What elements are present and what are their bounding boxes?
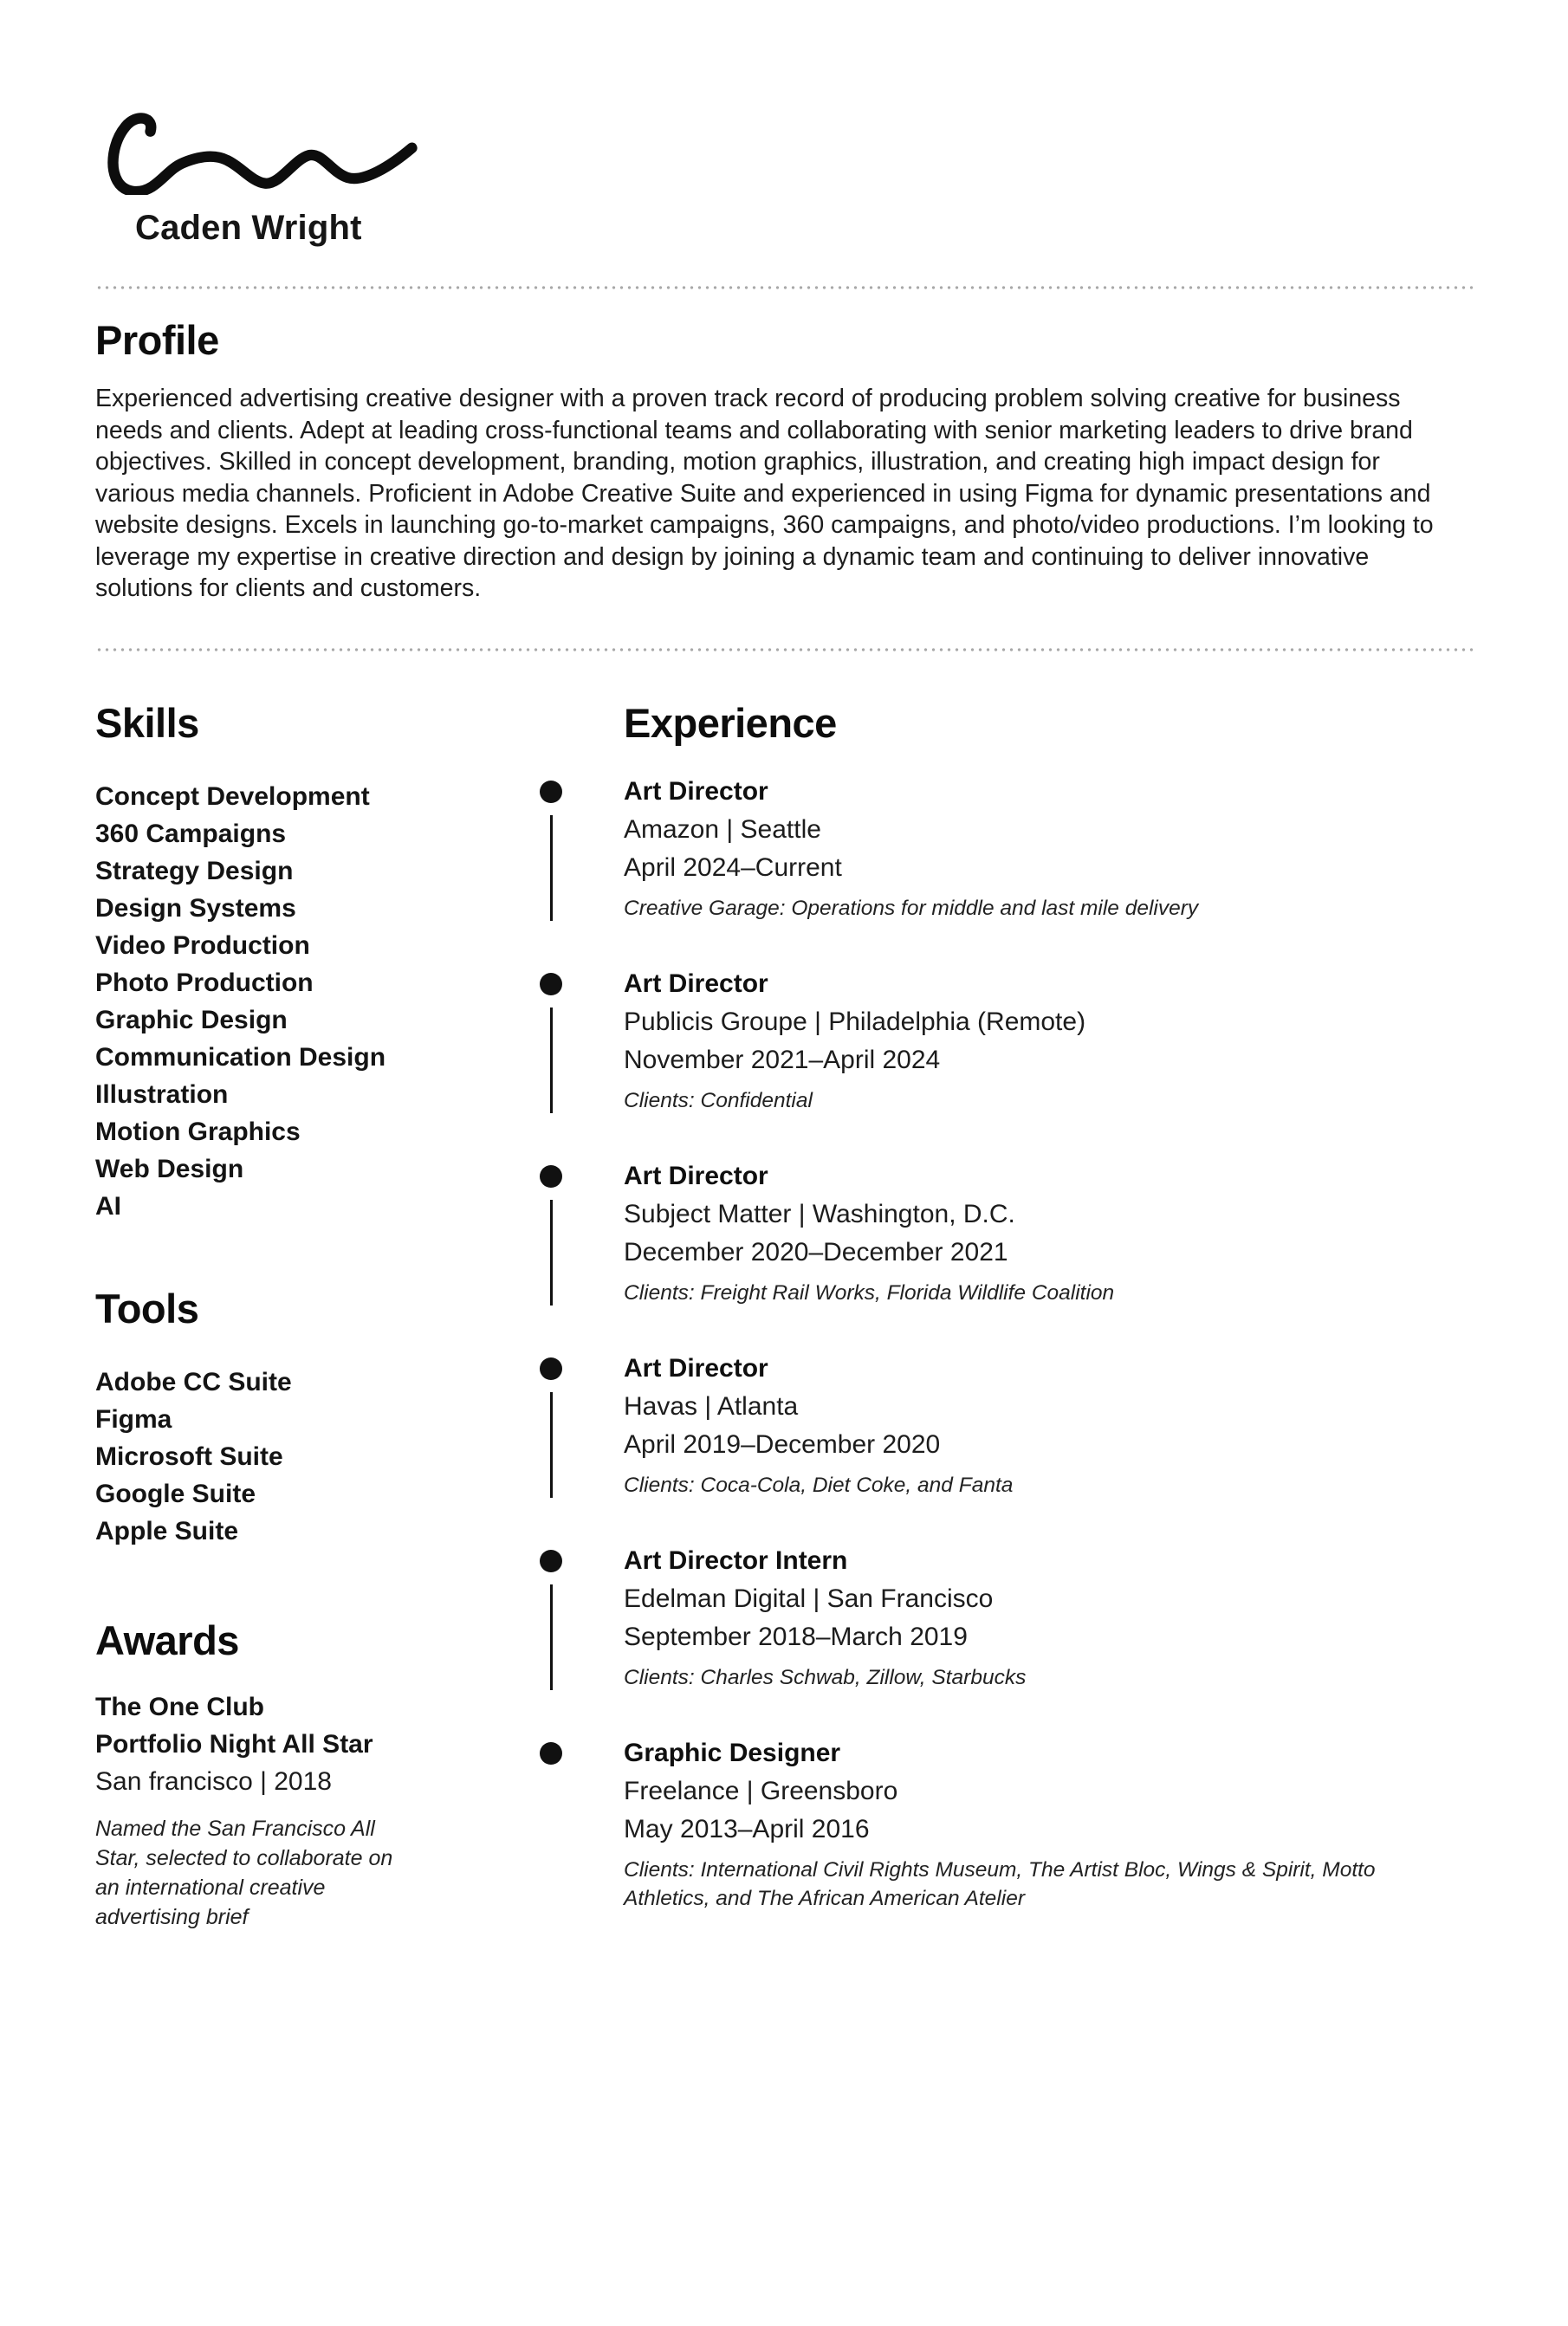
profile-text: Experienced advertising creative designer with a proven track record of producing problem solving creative for business needs and clients. Adept at leading cross-functional teams and collaborating with senior marketing leaders to drive brand objectives. Skilled in concept development, branding, motion graphics, illustration, and creating high impact design for various media channels. Proficient in Adobe Creative Suite and experienced in using Figma for dynamic presentations and website designs. Excels in launching go-to-market campaigns, 360 campaigns, and photo/video productions. I’m looking to leverage my expertise in creative direction and design by joining a dynamic team and continuing to deliver innovative solutions for clients and customers. (95, 385, 1434, 603)
award-entry (95, 1688, 520, 1932)
experience-entry (520, 1542, 1474, 1734)
experience-column (520, 700, 1474, 1932)
experience-timeline (520, 773, 1474, 1913)
job-dates: September 2018–March 2019 (624, 1622, 968, 1651)
profile-section (95, 317, 1474, 605)
timeline-dot-icon (540, 1742, 562, 1765)
job-dates: November 2021–April 2024 (624, 1045, 941, 1074)
dotted-divider-bottom (95, 648, 1474, 651)
skills-section (95, 700, 520, 1225)
experience-entry (520, 1350, 1474, 1542)
skill-item: 360 Campaigns (95, 819, 287, 848)
skill-item: Photo Production (95, 968, 314, 997)
experience-entry (520, 773, 1474, 965)
job-clients-note: Clients: International Civil Rights Museum, The Artist Bloc, Wings & Spirit, Motto Athletics, and The African American Atelier (624, 1857, 1376, 1910)
experience-entry (520, 1734, 1474, 1913)
job-dates: April 2019–December 2020 (624, 1429, 941, 1459)
job-company: Amazon | Seattle (624, 814, 821, 844)
job-title: Art Director (624, 1161, 768, 1190)
job-company: Subject Matter | Washington, D.C. (624, 1199, 1015, 1228)
timeline-gutter (520, 1157, 624, 1307)
skill-item: Graphic Design (95, 1005, 288, 1034)
timeline-gutter (520, 773, 624, 923)
skill-item: Communication Design (95, 1042, 386, 1072)
timeline-dot-icon (540, 973, 562, 995)
tools-heading: Tools (95, 1285, 199, 1331)
job-clients-note: Clients: Coca-Cola, Diet Coke, and Fanta (624, 1473, 1014, 1497)
timeline-dot-icon (540, 781, 562, 803)
job-clients-note: Clients: Confidential (624, 1088, 813, 1112)
timeline-line (550, 1200, 553, 1306)
profile-heading: Profile (95, 317, 219, 363)
experience-entry-body (624, 1542, 1474, 1692)
award-title-line: The One Club (95, 1692, 264, 1721)
tool-item: Adobe CC Suite (95, 1367, 292, 1396)
experience-entry-body (624, 1734, 1474, 1913)
job-company: Havas | Atlanta (624, 1391, 799, 1421)
timeline-line (550, 815, 553, 921)
experience-entry-body (624, 773, 1474, 923)
job-clients-note: Clients: Charles Schwab, Zillow, Starbucks (624, 1665, 1027, 1689)
job-company: Publicis Groupe | Philadelphia (Remote) (624, 1007, 1086, 1036)
job-clients-note: Clients: Freight Rail Works, Florida Wildlife Coalition (624, 1280, 1115, 1305)
experience-entry-body (624, 1157, 1474, 1307)
award-title-line: Portfolio Night All Star (95, 1729, 373, 1759)
skill-item: Concept Development (95, 781, 370, 811)
tool-item: Apple Suite (95, 1516, 239, 1545)
experience-entry (520, 965, 1474, 1157)
timeline-gutter (520, 1350, 624, 1500)
timeline-dot-icon (540, 1550, 562, 1572)
skill-item: Design Systems (95, 893, 296, 923)
job-dates: December 2020–December 2021 (624, 1237, 1008, 1267)
timeline-gutter (520, 1542, 624, 1692)
job-dates: May 2013–April 2016 (624, 1814, 870, 1843)
cw-signature-icon (95, 108, 433, 195)
experience-entry-body (624, 1350, 1474, 1500)
timeline-line (550, 1584, 553, 1690)
experience-entry (520, 1157, 1474, 1350)
experience-heading: Experience (624, 699, 837, 746)
timeline-dot-icon (540, 1357, 562, 1380)
job-title: Art Director (624, 1353, 768, 1383)
resume-page (0, 108, 1568, 1932)
job-dates: April 2024–Current (624, 852, 842, 882)
job-title: Art Director (624, 776, 768, 806)
skill-item: Strategy Design (95, 856, 294, 885)
skill-item: AI (95, 1191, 121, 1221)
dotted-divider-top (95, 286, 1474, 289)
award-description: Named the San Francisco All Star, selected to collaborate on an international creative advertising brief (95, 1816, 393, 1929)
author-name: Caden Wright (135, 209, 362, 247)
skills-list (95, 778, 520, 1225)
job-title: Art Director Intern (624, 1545, 848, 1575)
timeline-gutter (520, 1734, 624, 1913)
tool-item: Google Suite (95, 1479, 256, 1508)
tools-list (95, 1364, 520, 1550)
job-title: Graphic Designer (624, 1738, 841, 1767)
resume-header (95, 108, 1474, 248)
award-meta: San francisco | 2018 (95, 1766, 332, 1796)
timeline-line (550, 1008, 553, 1113)
awards-heading: Awards (95, 1617, 239, 1663)
skill-item: Video Production (95, 930, 310, 960)
job-clients-note: Creative Garage: Operations for middle and last mile delivery (624, 896, 1199, 920)
main-columns (95, 700, 1474, 1932)
skill-item: Illustration (95, 1079, 229, 1109)
job-title: Art Director (624, 969, 768, 998)
tool-item: Microsoft Suite (95, 1442, 283, 1471)
timeline-gutter (520, 965, 624, 1115)
job-company: Freelance | Greensboro (624, 1776, 898, 1805)
timeline-line (550, 1392, 553, 1498)
skill-item: Motion Graphics (95, 1117, 301, 1146)
tools-section (95, 1286, 520, 1550)
experience-entry-body (624, 965, 1474, 1115)
timeline-dot-icon (540, 1165, 562, 1188)
tool-item: Figma (95, 1404, 172, 1434)
job-company: Edelman Digital | San Francisco (624, 1584, 994, 1613)
awards-section (95, 1617, 520, 1932)
left-column (95, 700, 520, 1932)
skills-heading: Skills (95, 699, 199, 746)
skill-item: Web Design (95, 1154, 244, 1183)
